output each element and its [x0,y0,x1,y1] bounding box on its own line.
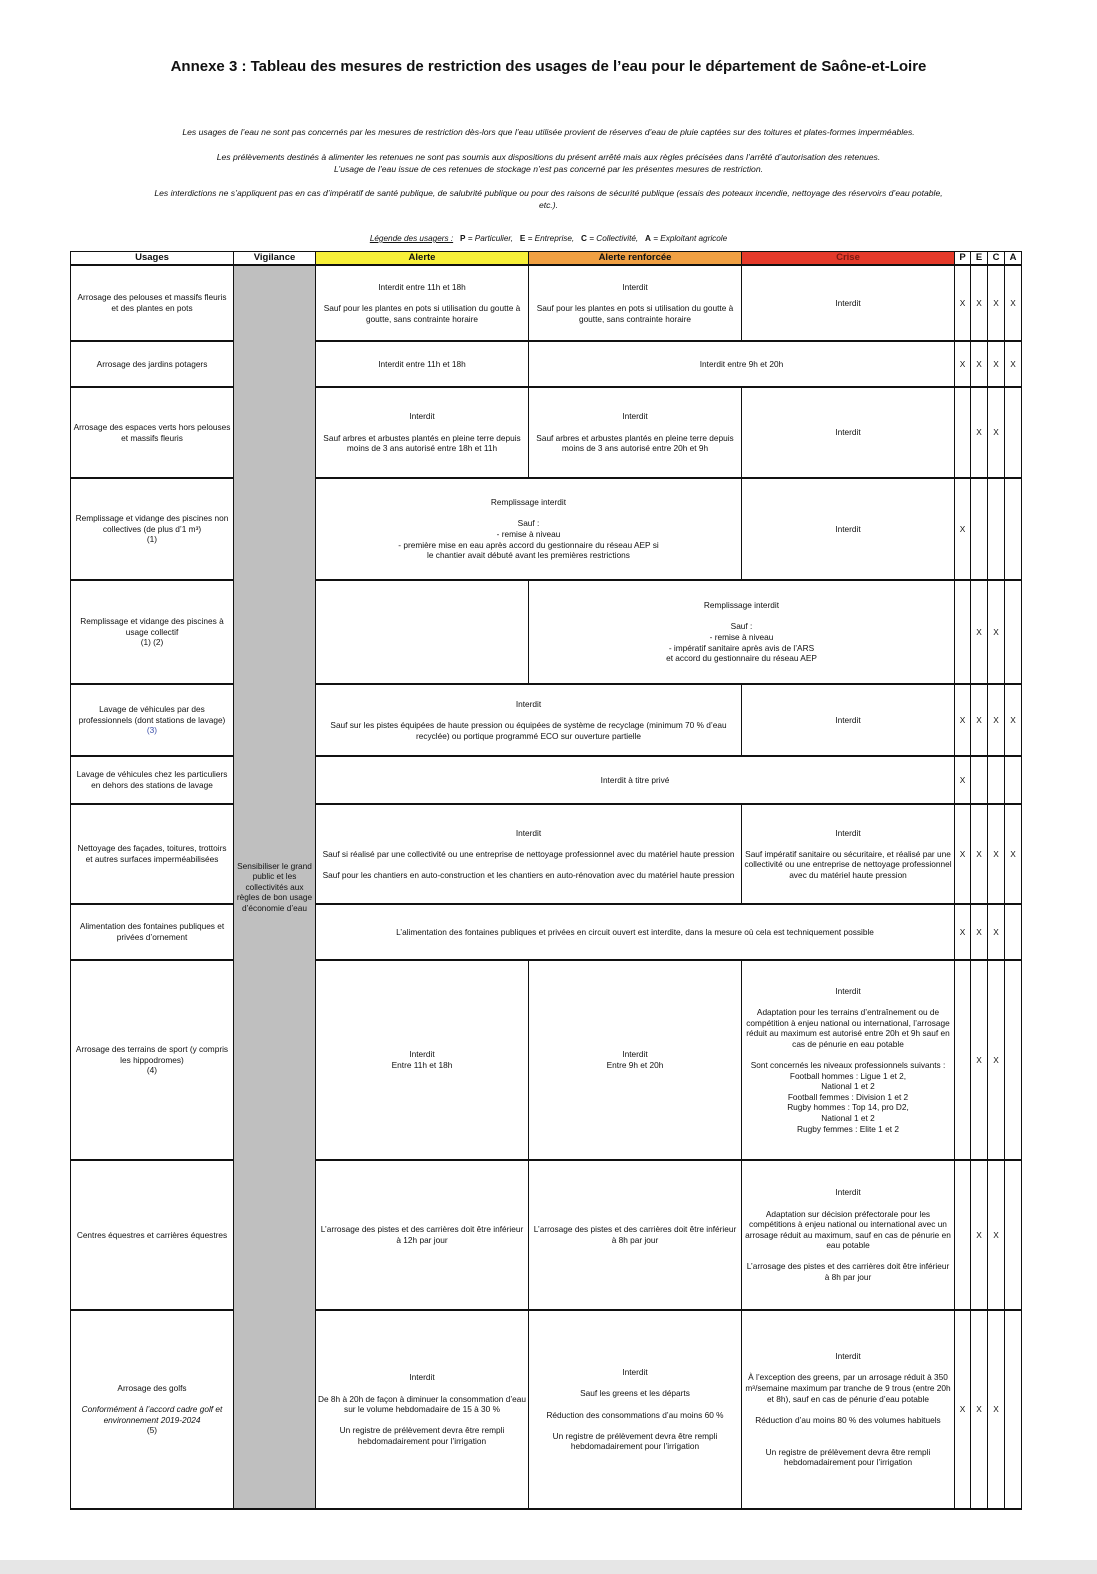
header-alerte-renforcee: Alerte renforcée [529,252,742,266]
usage-label: Nettoyage des façades, toitures, trottoirs et autres surfaces imperméabilisées [71,804,234,904]
legend-text-c: = Collectivité, [589,234,639,243]
document-title: Annexe 3 : Tableau des mesures de restriction des usages de l’eau pour le département de Saône-et-Loire [170,58,927,75]
renforcee-cell: Interdit Sauf arbres et arbustes plantés en pleine terre depuis moins de 3 ans autorisé entre 20h et 9h [529,387,742,478]
legend-label: Légende des usagers : [369,234,454,243]
mark-e [971,478,988,580]
mark-a: X [1005,265,1022,341]
mark-p [955,387,971,478]
mark-p: X [955,904,971,960]
mark-c: X [988,265,1005,341]
table-row [71,478,1022,580]
table-row [71,341,1022,387]
mark-a [1005,478,1022,580]
mark-p: X [955,265,971,341]
renforcee-cell: L’arrosage des pistes et des carrières doit être inférieur à 8h par jour [529,1160,742,1310]
header-e: E [971,252,988,266]
mark-p [955,1160,971,1310]
mark-a [1005,580,1022,684]
mark-c [988,756,1005,804]
table-row [71,1160,1022,1310]
header-alerte: Alerte [316,252,529,266]
usage-text: Lavage de véhicules par des professionnels (dont stations de lavage) [78,704,226,725]
mark-a: X [1005,804,1022,904]
alerte-cell: Interdit Sauf arbres et arbustes plantés en pleine terre depuis moins de 3 ans autorisé entre 18h et 11h [316,387,529,478]
legend-key-p: P [459,234,466,243]
mark-c [988,478,1005,580]
mark-c: X [988,387,1005,478]
mark-a [1005,387,1022,478]
renforcee-cell: Interdit Entre 9h et 20h [529,960,742,1160]
mark-e: X [971,904,988,960]
mark-c: X [988,960,1005,1160]
usage-label: Arrosage des pelouses et massifs fleuris et des plantes en pots [71,265,234,341]
alerte-renforcee-cell: Interdit Sauf si réalisé par une collectivité ou une entreprise de nettoyage professionnel avec du matériel haute pression Sauf pour les chantiers en auto-construction et les chantiers en auto-rénovation avec du matériel haute pression [316,804,742,904]
header-vigilance: Vigilance [234,252,316,266]
usage-label: Centres équestres et carrières équestres [71,1160,234,1310]
alerte-cell: Interdit De 8h à 20h de façon à diminuer la consommation d’eau sur le volume hebdomadaire de 15 à 30 % Un registre de prélèvement devra être rempli hebdomadairement pour l’irrigation [316,1310,529,1509]
mark-c: X [988,1310,1005,1509]
crise-cell: Interdit [742,478,955,580]
header-c: C [988,252,1005,266]
usage-label: Remplissage et vidange des piscines non collectives (de plus d’1 m³) (1) [71,478,234,580]
alerte-renforcee-cell: Interdit Sauf sur les pistes équipées de haute pression ou équipées de système de recyclage (minimum 70 % d’eau recyclée) ou portique programmé ECO sur ouverture partielle [316,684,742,756]
header-usages: Usages [71,252,234,266]
usage-label: Arrosage des espaces verts hors pelouses et massifs fleuris [71,387,234,478]
mark-e: X [971,580,988,684]
alerte-cell: L’arrosage des pistes et des carrières doit être inférieur à 12h par jour [316,1160,529,1310]
legend-text-e: = Entreprise, [527,234,575,243]
renforcee-cell: Interdit Sauf pour les plantes en pots si utilisation du goutte à goutte, sans contrainte horaire [529,265,742,341]
alerte-cell: Interdit entre 11h et 18h [316,341,529,387]
mark-c: X [988,341,1005,387]
mark-c: X [988,1160,1005,1310]
header-p: P [955,252,971,266]
mark-p: X [955,478,971,580]
legend-key-a: A [645,234,651,243]
table-row [71,756,1022,804]
usage-ref: (3) [146,725,158,736]
usage-label: Arrosage des jardins potagers [71,341,234,387]
mark-e [971,756,988,804]
mark-a [1005,1160,1022,1310]
mark-c: X [988,904,1005,960]
mark-c: X [988,684,1005,756]
mark-c: X [988,580,1005,684]
renforcee-cell: Interdit Sauf les greens et les départs Réduction des consommations d’au moins 60 % Un registre de prélèvement devra être rempli hebdomadairement pour l’irrigation [529,1310,742,1509]
usage-label: Arrosage des terrains de sport (y compris les hippodromes) (4) [71,960,234,1160]
alerte-cell [316,580,529,684]
mark-p: X [955,341,971,387]
usage-label: Alimentation des fontaines publiques et privées d’ornement [71,904,234,960]
legend-key-c: C [581,234,587,243]
crise-cell: Interdit Sauf impératif sanitaire ou sécuritaire, et réalisé par une collectivité ou une entreprise de nettoyage professionnel avec du matériel haute pression [742,804,955,904]
table-header-row [71,252,1022,266]
mark-a [1005,756,1022,804]
mark-e: X [971,1310,988,1509]
mark-p: X [955,804,971,904]
mark-p [955,580,971,684]
table-row [71,960,1022,1160]
legend-key-e: E [519,234,526,243]
mark-a: X [1005,341,1022,387]
crise-cell: Interdit [742,387,955,478]
usage-ref: (5) [146,1425,158,1436]
mark-e: X [971,1160,988,1310]
note-exceptions: Les interdictions ne s’appliquent pas en cas d’impératif de santé publique, de salubrité publique ou pour des raisons de sécurité publique (essais des poteaux incendie, nettoyage des réservoirs d’eau potable, etc.). [154,188,943,210]
table-row [71,580,1022,684]
vigilance-text: Sensibiliser le grand public et les collectivités aux règles de bon usage d’économie d’eau [236,860,313,913]
legend-text-p: = Particulier, [467,234,513,243]
usage-label [71,684,234,756]
mark-c: X [988,804,1005,904]
vigilance-cell [234,265,316,1509]
mark-e: X [971,341,988,387]
note-retenues: Les prélèvements destinés à alimenter les retenues ne sont pas soumis aux dispositions du présent arrêté mais aux règles précisées dans l’arrêté d’autorisation des retenues. L’usage de l’eau issue de ces retenues de stockage n’est pas concerné par les présentes mesures de restriction. [216,152,881,174]
renforcee-crise-cell: Interdit entre 9h et 20h [529,341,955,387]
mark-e: X [971,387,988,478]
header-crise: Crise [742,252,955,266]
usage-label [71,1310,234,1509]
usage-label: Remplissage et vidange des piscines à usage collectif (1) (2) [71,580,234,684]
table-row [71,265,1022,341]
crise-cell: Interdit Adaptation pour les terrains d’entraînement ou de compétition à enjeu national ou international, l’arrosage réduit au maximum est autorisé entre 20h et 9h sauf en cas de pénurie en eau potable Sont concernés les niveaux professionnels suivants : Football hommes : Ligue 1 et 2, National 1 et 2 Football femmes : Division 1 et 2 Rugby hommes : Top 14, pro D2, National 1 et 2 Rugby femmes : Elite 1 et 2 [742,960,955,1160]
all-levels-cell: Interdit à titre privé [316,756,955,804]
mark-e: X [971,960,988,1160]
mark-a [1005,1310,1022,1509]
renforcee-crise-cell: Remplissage interdit Sauf : - remise à niveau - impératif sanitaire après avis de l’ARS et accord du gestionnaire du réseau AEP [529,580,955,684]
usage-sub: Conformément à l’accord cadre golf et environnement 2019-2024 [81,1404,223,1425]
crise-cell: Interdit [742,265,955,341]
table-row [71,1310,1022,1509]
header-a: A [1005,252,1022,266]
mark-e: X [971,804,988,904]
mark-p [955,960,971,1160]
page-bottom-strip [0,1560,1097,1574]
table-row [71,904,1022,960]
table-row [71,804,1022,904]
all-levels-cell: L’alimentation des fontaines publiques et privées en circuit ouvert est interdite, dans la mesure où cela est techniquement possible [316,904,955,960]
crise-cell: Interdit [742,684,955,756]
alerte-cell: Interdit Entre 11h et 18h [316,960,529,1160]
alerte-renforcee-cell: Remplissage interdit Sauf : - remise à niveau - première mise en eau après accord du gestionnaire du réseau AEP si le chantier avait débuté avant les premières restrictions [316,478,742,580]
mark-e: X [971,265,988,341]
usage-text: Arrosage des golfs [117,1383,187,1394]
mark-e: X [971,684,988,756]
crise-cell: Interdit À l’exception des greens, par un arrosage réduit à 350 m³/semaine maximum par tranche de 9 trous (entre 20h et 8h), sauf en cas de pénurie d’eau potable Réduction d’au moins 80 % des volumes habituels Un registre de prélèvement devra être rempli hebdomadairement pour l’irrigation [742,1310,955,1509]
restriction-measures-table [70,251,1022,1510]
legend-text-a: = Exploitant agricole [653,234,728,243]
mark-a: X [1005,684,1022,756]
mark-a [1005,960,1022,1160]
mark-p: X [955,756,971,804]
alerte-cell: Interdit entre 11h et 18h Sauf pour les plantes en pots si utilisation du goutte à goutte, sans contrainte horaire [316,265,529,341]
table-row [71,684,1022,756]
users-legend [0,234,1097,243]
mark-p: X [955,1310,971,1509]
table-row [71,387,1022,478]
mark-p: X [955,684,971,756]
crise-cell: Interdit Adaptation sur décision préfectorale pour les compétitions à enjeu national ou international avec un arrosage réduit au maximum, sauf en cas de pénurie en eau potable L’arrosage des pistes et des carrières doit être inférieur à 8h par jour [742,1160,955,1310]
mark-a [1005,904,1022,960]
usage-label: Lavage de véhicules chez les particuliers en dehors des stations de lavage [71,756,234,804]
note-rainwater: Les usages de l’eau ne sont pas concernés par les mesures de restriction dès-lors que l’eau utilisée provient de réserves d’eau de pluie captées sur des toitures et plates-formes imperméables. [182,127,915,137]
